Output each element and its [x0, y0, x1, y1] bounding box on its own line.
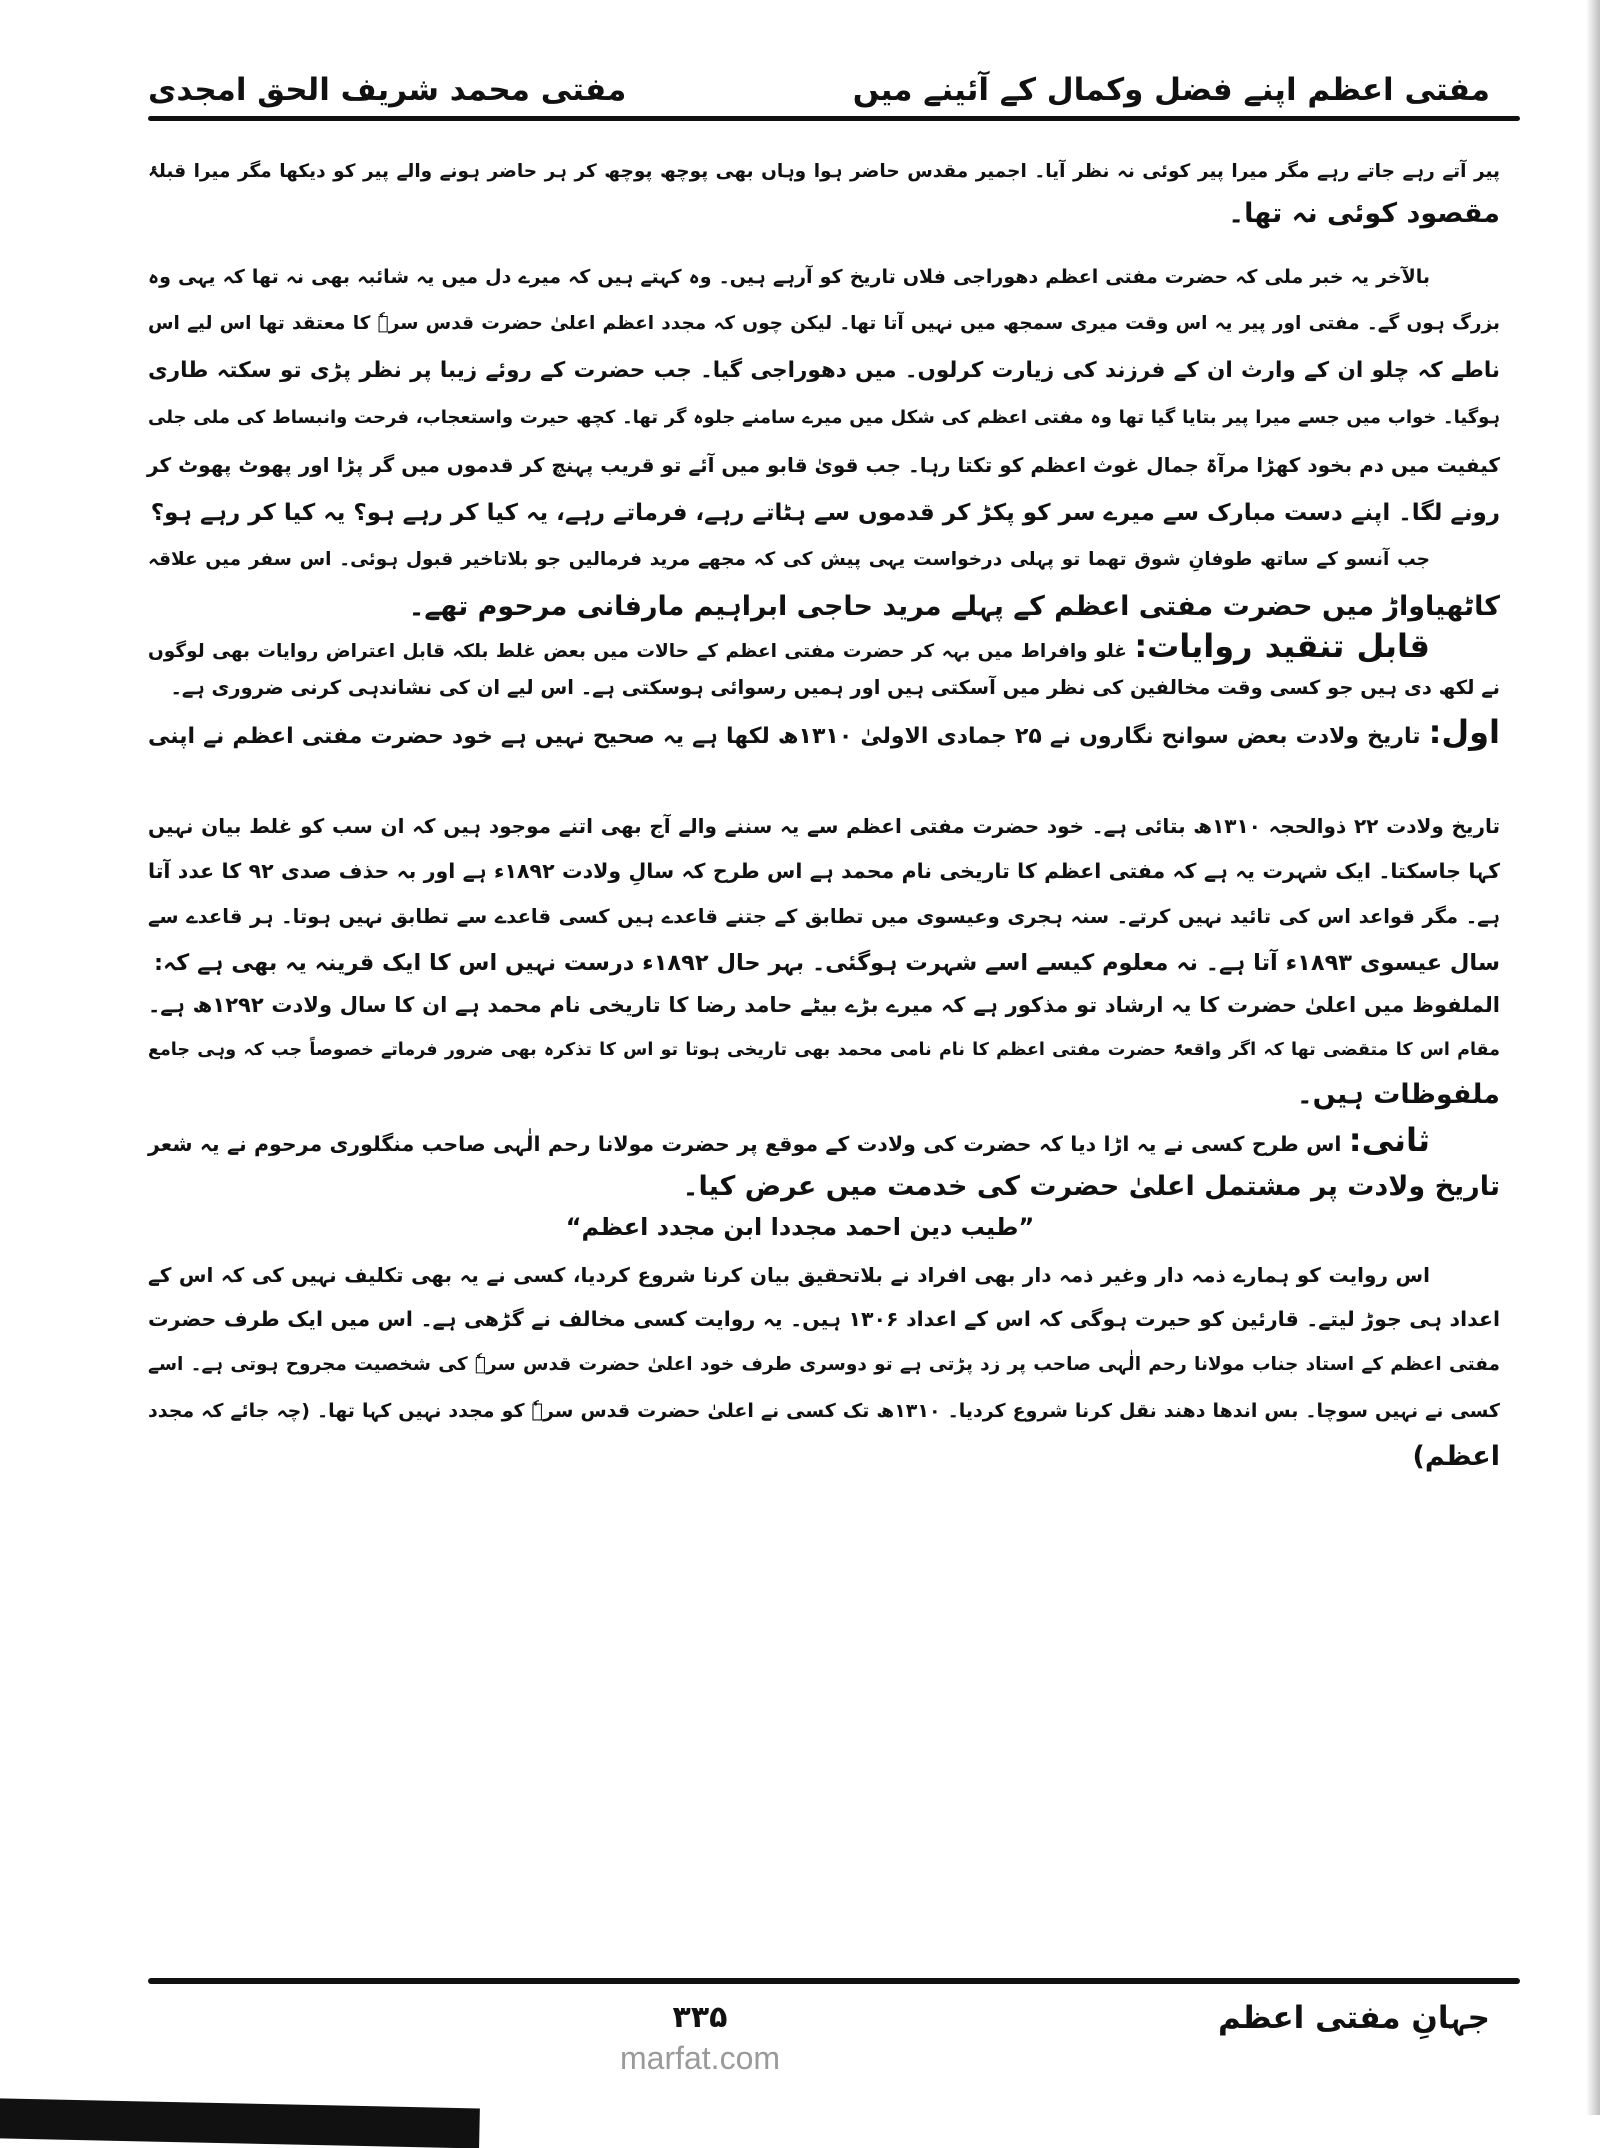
text-line: کیفیت میں دم بخود کھڑا مرآۃ جمال غوث اعظم کو تکتا رہا۔ جب قویٰ قابو میں آئے تو قریب پہنچ کر قدموں میں گر پڑا اور پھوٹ پھوٹ کر: [147, 453, 1500, 477]
text-line: [148, 712, 1500, 757]
text-line: نے لکھ دی ہیں جو کسی وقت مخالفین کی نظر میں آسکتی ہیں اور ہمیں رسوائی ہوسکتی ہے۔ اس لیے ان کی نشاندہی کرنی ضروری ہے۔: [170, 676, 1500, 699]
running-author: مفتی محمد شریف الحق امجدی: [148, 72, 627, 108]
page-number: ۳۳۵: [672, 2000, 728, 2035]
text-line: الملفوظ میں اعلیٰ حضرت کا یہ ارشاد تو مذکور ہے کہ میرے بڑے بیٹے حامد رضا کا تاریخی نام محمد ہے ان کا سال ولادت ۱۲۹۲ھ ہے۔: [148, 993, 1500, 1017]
section-heading: ثانی:: [1348, 1121, 1430, 1159]
line-text: اس طرح کسی نے یہ اڑا دیا کہ حضرت کی ولادت کے موقع پر حضرت مولانا رحم الٰہی صاحب منگلوری مرحوم نے یہ شعر: [148, 1132, 1342, 1156]
running-title: مفتی اعظم اپنے فضل وکمال کے آئینے میں: [852, 72, 1490, 108]
text-line: پیر آتے رہے جاتے رہے مگر میرا پیر کوئی نہ نظر آیا۔ اجمیر مقدس حاضر ہوا وہاں بھی پوچھ پوچھ کر ہر حاضر ہونے والے پیر کو دیکھا مگر میرا قبلۂ: [148, 161, 1500, 182]
text-line: سال عیسوی ۱۸۹۳ء آتا ہے۔ نہ معلوم کیسے اسے شہرت ہوگئی۔ بہر حال ۱۸۹۲ء درست نہیں اس کا ایک قرینہ یہ بھی ہے کہ:: [153, 950, 1500, 976]
text-line: کسی نے نہیں سوچا۔ بس اندھا دھند نقل کرنا شروع کردیا۔ ۱۳۱۰ھ تک کسی نے اعلیٰ حضرت قدس سرہٗ کو مجدد نہیں کہا تھا۔ (چہ جائے کہ مجدد: [148, 1400, 1500, 1422]
text-line: اس روایت کو ہمارے ذمہ دار وغیر ذمہ دار بھی افراد نے بلاتحقیق بیان کرنا شروع کردیا، کسی نے یہ بھی تکلیف نہیں کی کہ اس کے: [148, 1263, 1430, 1287]
text-line: اعداد ہی جوڑ لیتے۔ قارئین کو حیرت ہوگی کہ اس کے اعداد ۱۳۰۶ ہیں۔ یہ روایت کسی مخالف نے گڑھی ہے۔ اس میں ایک طرف حضرت: [148, 1307, 1500, 1331]
text-line: اعظم): [1412, 1441, 1500, 1472]
text-line: مقصود کوئی نہ تھا۔: [1228, 198, 1500, 229]
footer-rule: [148, 1978, 1520, 1984]
text-line: [148, 626, 1430, 672]
header-rule: [148, 116, 1520, 121]
text-line: ہوگیا۔ خواب میں جسے میرا پیر بتایا گیا تھا وہ مفتی اعظم کی شکل میں میرے سامنے جلوہ گر تھا۔ کچھ حیرت واستعجاب، فرحت وانبساط کی ملی جلی: [148, 407, 1500, 428]
line-text: تاریخ ولادت بعض سوانح نگاروں نے ۲۵ جمادی الاولیٰ ۱۳۱۰ھ لکھا ہے یہ صحیح نہیں ہے خود حضرت مفتی اعظم نے اپنی: [148, 724, 1421, 749]
text-line: تاریخ ولادت ۲۲ ذوالحجہ ۱۳۱۰ھ بتائی ہے۔ خود حضرت مفتی اعظم سے یہ سننے والے آج بھی اتنے موجود ہیں کہ ان سب کو غلط بیان نہیں: [148, 814, 1500, 838]
text-line: مقام اس کا متقضی تھا کہ اگر واقعۃً حضرت مفتی اعظم کا نام نامی محمد بھی تاریخی ہوتا تو اس کا تذکرہ بھی ضرور فرماتے خصوصاً جب کہ وہی جامع: [148, 1040, 1500, 1060]
page-edge-shadow: [1586, 0, 1600, 2115]
section-heading: اول:: [1428, 713, 1500, 751]
text-line: رونے لگا۔ اپنے دست مبارک سے میرے سر کو پکڑ کر قدموں سے ہٹاتے رہے، فرماتے رہے، یہ کیا کر رہے ہو؟ یہ کیا کر رہے ہو؟: [150, 500, 1500, 526]
text-line: مفتی اعظم کے استاد جناب مولانا رحم الٰہی صاحب پر زد پڑتی ہے تو دوسری طرف خود اعلیٰ حضرت قدس سرہٗ کی شخصیت مجروح ہوتی ہے۔ اسے: [148, 1354, 1500, 1375]
scan-shadow: [0, 2098, 480, 2148]
text-line: ناطے کہ چلو ان کے وارث ان کے فرزند کی زیارت کرلوں۔ میں دھوراجی گیا۔ جب حضرت کے روئے زیبا پر نظر پڑی تو سکتہ طاری: [148, 358, 1500, 383]
footer-book-title: جہانِ مفتی اعظم: [1217, 2000, 1490, 2036]
text-line: جب آنسو کے ساتھ طوفانِ شوق تھما تو پہلی درخواست یہی پیش کی کہ مجھے مرید فرمالیں جو بلاتاخیر قبول ہوئی۔ اس سفر میں علاقہ: [148, 549, 1430, 570]
watermark: marfat.com: [619, 2040, 781, 2076]
text-line: تاریخ ولادت پر مشتمل اعلیٰ حضرت کی خدمت میں عرض کیا۔: [682, 1171, 1500, 1202]
text-line: بزرگ ہوں گے۔ مفتی اور پیر یہ اس وقت میری سمجھ میں نہیں آتا تھا۔ لیکن چوں کہ مجدد اعظم اعلیٰ حضرت قدس سرہٗ کا معتقد تھا اس لیے اس: [148, 313, 1500, 334]
line-text: غلو وافراط میں بہہ کر حضرت مفتی اعظم کے حالات میں بعض غلط بلکہ قابل اعتراض روایات بھی لوگوں: [148, 641, 1127, 662]
text-line: [148, 1120, 1430, 1164]
text-line: ہے۔ مگر قواعد اس کی تائید نہیں کرتے۔ سنہ ہجری وعیسوی میں تطابق کے جتنے قاعدے ہیں کسی قاعدے سے تطابق نہیں ہوتا۔ ہر قاعدے سے: [148, 905, 1500, 928]
section-heading: قابل تنقید روایات:: [1134, 627, 1430, 665]
text-line: ملفوظات ہیں۔: [1296, 1079, 1500, 1110]
verse-quote: ”طیب دین احمد مجددا ابن مجدد اعظم“: [565, 1213, 1035, 1241]
text-line: کاٹھیاواڑ میں حضرت مفتی اعظم کے پہلے مرید حاجی ابراہیم مارفانی مرحوم تھے۔: [408, 591, 1500, 622]
text-line: بالآخر یہ خبر ملی کہ حضرت مفتی اعظم دھوراجی فلاں تاریخ کو آرہے ہیں۔ وہ کہتے ہیں کہ میرے دل میں یہ شائبہ بھی نہ تھا کہ یہی وہ: [148, 266, 1430, 288]
text-line: کہا جاسکتا۔ ایک شہرت یہ ہے کہ مفتی اعظم کا تاریخی نام محمد ہے اس طرح کہ سالِ ولادت ۱۸۹۲ء ہے اور بہ حذف صدی ۹۲ کا عدد آتا: [148, 859, 1500, 883]
